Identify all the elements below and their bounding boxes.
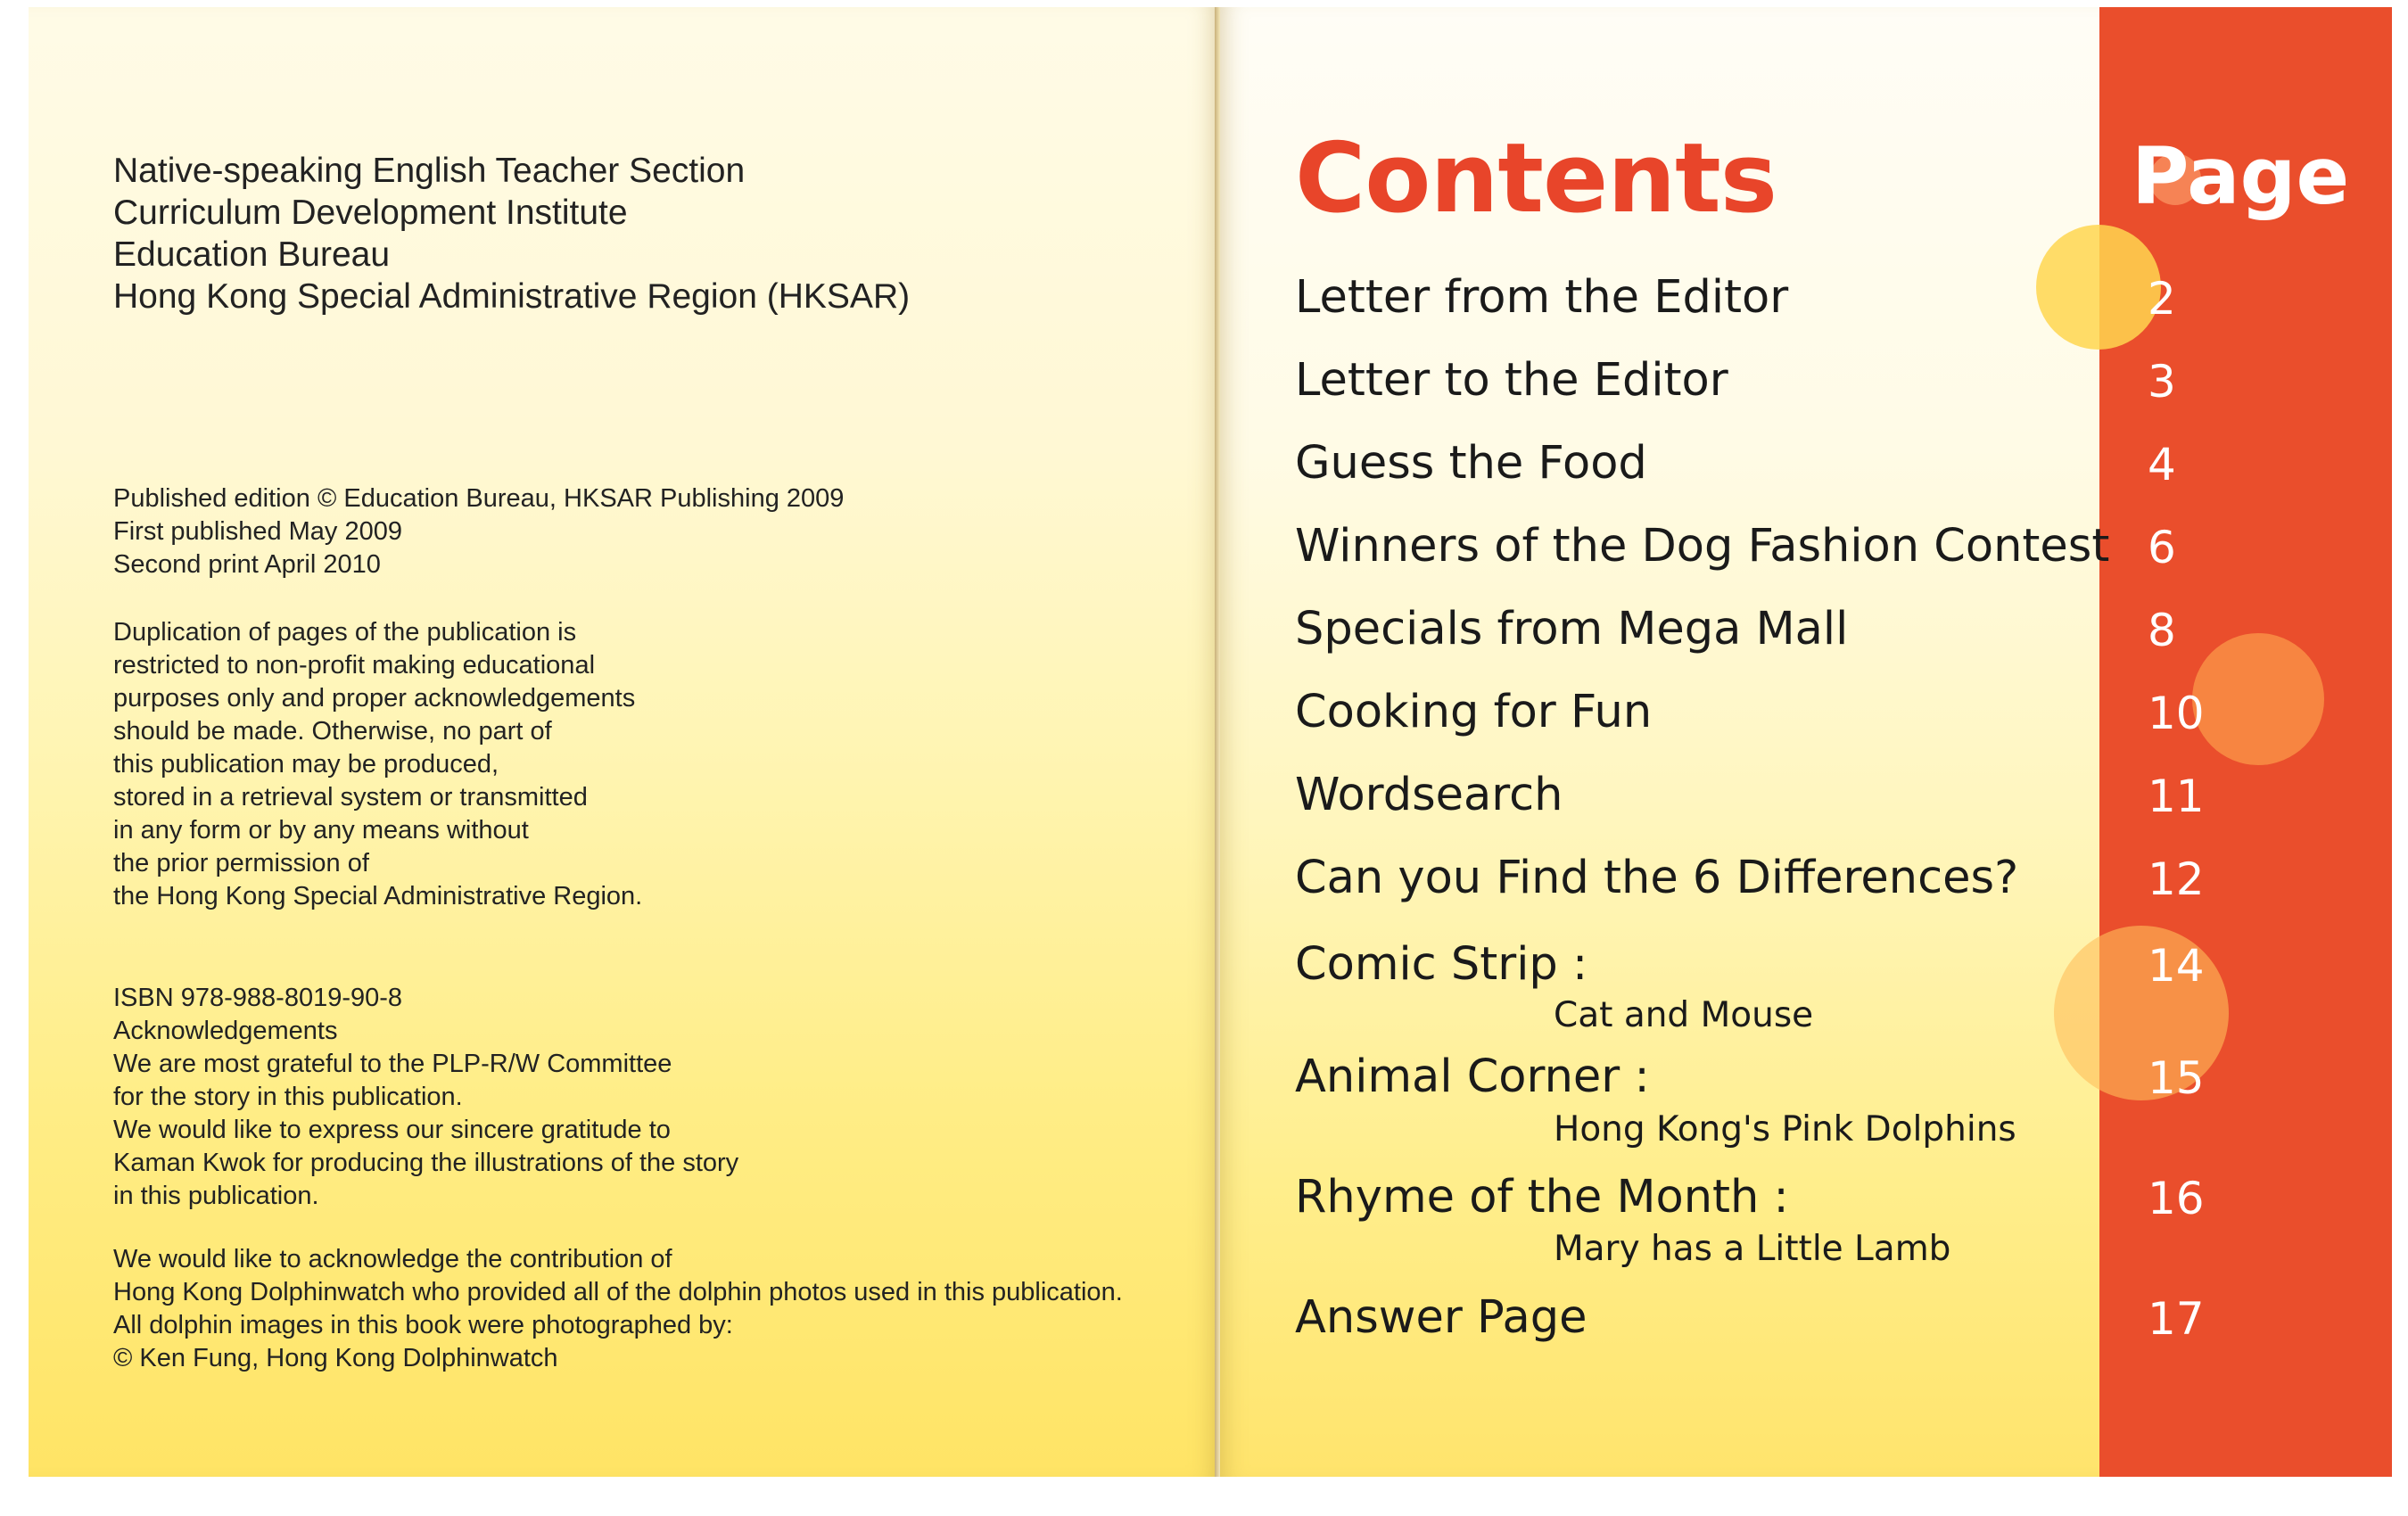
publisher-address — [113, 150, 910, 317]
address-line: Native-speaking English Teacher Section — [113, 152, 746, 190]
toc-entry-page[interactable]: 15 — [2148, 1052, 2205, 1104]
toc-entry-page[interactable]: 2 — [2148, 273, 2176, 325]
toc-entry-title[interactable]: Comic Strip : — [1295, 938, 1588, 991]
toc-entry-page[interactable]: 16 — [2148, 1173, 2205, 1224]
toc-entry-title[interactable]: Winners of the Dog Fashion Contest — [1295, 520, 2110, 573]
ack-line: Kaman Kwok for producing the illustrations of the story — [113, 1149, 739, 1177]
toc-entry-page[interactable]: 3 — [2148, 356, 2176, 408]
decorative-bubble — [2036, 225, 2161, 350]
notice-line: restricted to non-profit making educational — [113, 651, 596, 680]
acknowledgements — [113, 982, 738, 1213]
toc-entry-page[interactable]: 10 — [2148, 688, 2205, 739]
notice-line: in any form or by any means without — [113, 816, 529, 845]
notice-line: the prior permission of — [113, 849, 369, 877]
notice-line: stored in a retrieval system or transmitted — [113, 783, 588, 812]
publication-line: First published May 2009 — [113, 517, 402, 546]
isbn: ISBN 978-988-8019-90-8 — [113, 984, 403, 1012]
toc-entry-page[interactable]: 14 — [2148, 940, 2205, 992]
publication-line: Second print April 2010 — [113, 550, 381, 579]
toc-entry-title[interactable]: Specials from Mega Mall — [1295, 603, 1849, 655]
notice-line: Duplication of pages of the publication is — [113, 618, 577, 647]
toc-entry-page[interactable]: 8 — [2148, 605, 2176, 656]
toc-entry-page[interactable]: 17 — [2148, 1293, 2205, 1345]
toc-entry-page[interactable]: 4 — [2148, 439, 2176, 490]
address-line: Curriculum Development Institute — [113, 194, 628, 232]
toc-entry-title[interactable]: Answer Page — [1295, 1291, 1587, 1344]
page-column-heading: Page — [2132, 130, 2350, 222]
toc-entry-title[interactable]: Letter from the Editor — [1295, 271, 1789, 324]
toc-entry-title[interactable]: Rhyme of the Month : — [1295, 1171, 1789, 1224]
contents-page — [1220, 7, 2392, 1477]
dolphin-credits — [113, 1243, 1123, 1375]
toc-entry-title[interactable]: Can you Find the 6 Differences? — [1295, 852, 2019, 904]
toc-entry-title[interactable]: Letter to the Editor — [1295, 354, 1728, 407]
toc-entry-title[interactable]: Wordsearch — [1295, 769, 1563, 821]
duplication-notice — [113, 616, 642, 913]
credit-line: © Ken Fung, Hong Kong Dolphinwatch — [113, 1344, 558, 1372]
notice-line: this publication may be produced, — [113, 750, 499, 779]
toc-entry-subtitle[interactable]: Cat and Mouse — [1554, 995, 1814, 1035]
toc-entry-subtitle[interactable]: Mary has a Little Lamb — [1554, 1229, 1951, 1269]
address-line: Education Bureau — [113, 235, 391, 274]
ack-line: in this publication. — [113, 1182, 319, 1210]
toc-entry-page[interactable]: 11 — [2148, 770, 2205, 822]
publication-info — [113, 482, 844, 581]
toc-entry-title[interactable]: Guess the Food — [1295, 437, 1647, 490]
credit-line: Hong Kong Dolphinwatch who provided all of the dolphin photos used in this publication. — [113, 1278, 1123, 1306]
toc-entry-page[interactable]: 12 — [2148, 853, 2205, 905]
address-line: Hong Kong Special Administrative Region (HKSAR) — [113, 277, 911, 316]
toc-entry-subtitle[interactable]: Hong Kong's Pink Dolphins — [1554, 1109, 2016, 1149]
notice-line: the Hong Kong Special Administrative Region. — [113, 882, 643, 910]
notice-line: should be made. Otherwise, no part of — [113, 717, 552, 746]
contents-heading: Contents — [1295, 123, 1777, 235]
credit-line: We would like to acknowledge the contribution of — [113, 1245, 672, 1273]
toc-entry-title[interactable]: Cooking for Fun — [1295, 686, 1653, 738]
ack-line: We would like to express our sincere gratitude to — [113, 1116, 671, 1144]
toc-entry-page[interactable]: 6 — [2148, 522, 2176, 573]
publication-line: Published edition © Education Bureau, HKSAR Publishing 2009 — [113, 484, 845, 513]
credit-line: All dolphin images in this book were photographed by: — [113, 1311, 733, 1339]
ack-line: We are most grateful to the PLP-R/W Committee — [113, 1050, 672, 1078]
imprint-page — [29, 7, 1216, 1477]
notice-line: purposes only and proper acknowledgements — [113, 684, 636, 713]
toc-entry-title[interactable]: Animal Corner : — [1295, 1050, 1650, 1103]
ack-line: for the story in this publication. — [113, 1083, 463, 1111]
ack-heading: Acknowledgements — [113, 1017, 338, 1045]
